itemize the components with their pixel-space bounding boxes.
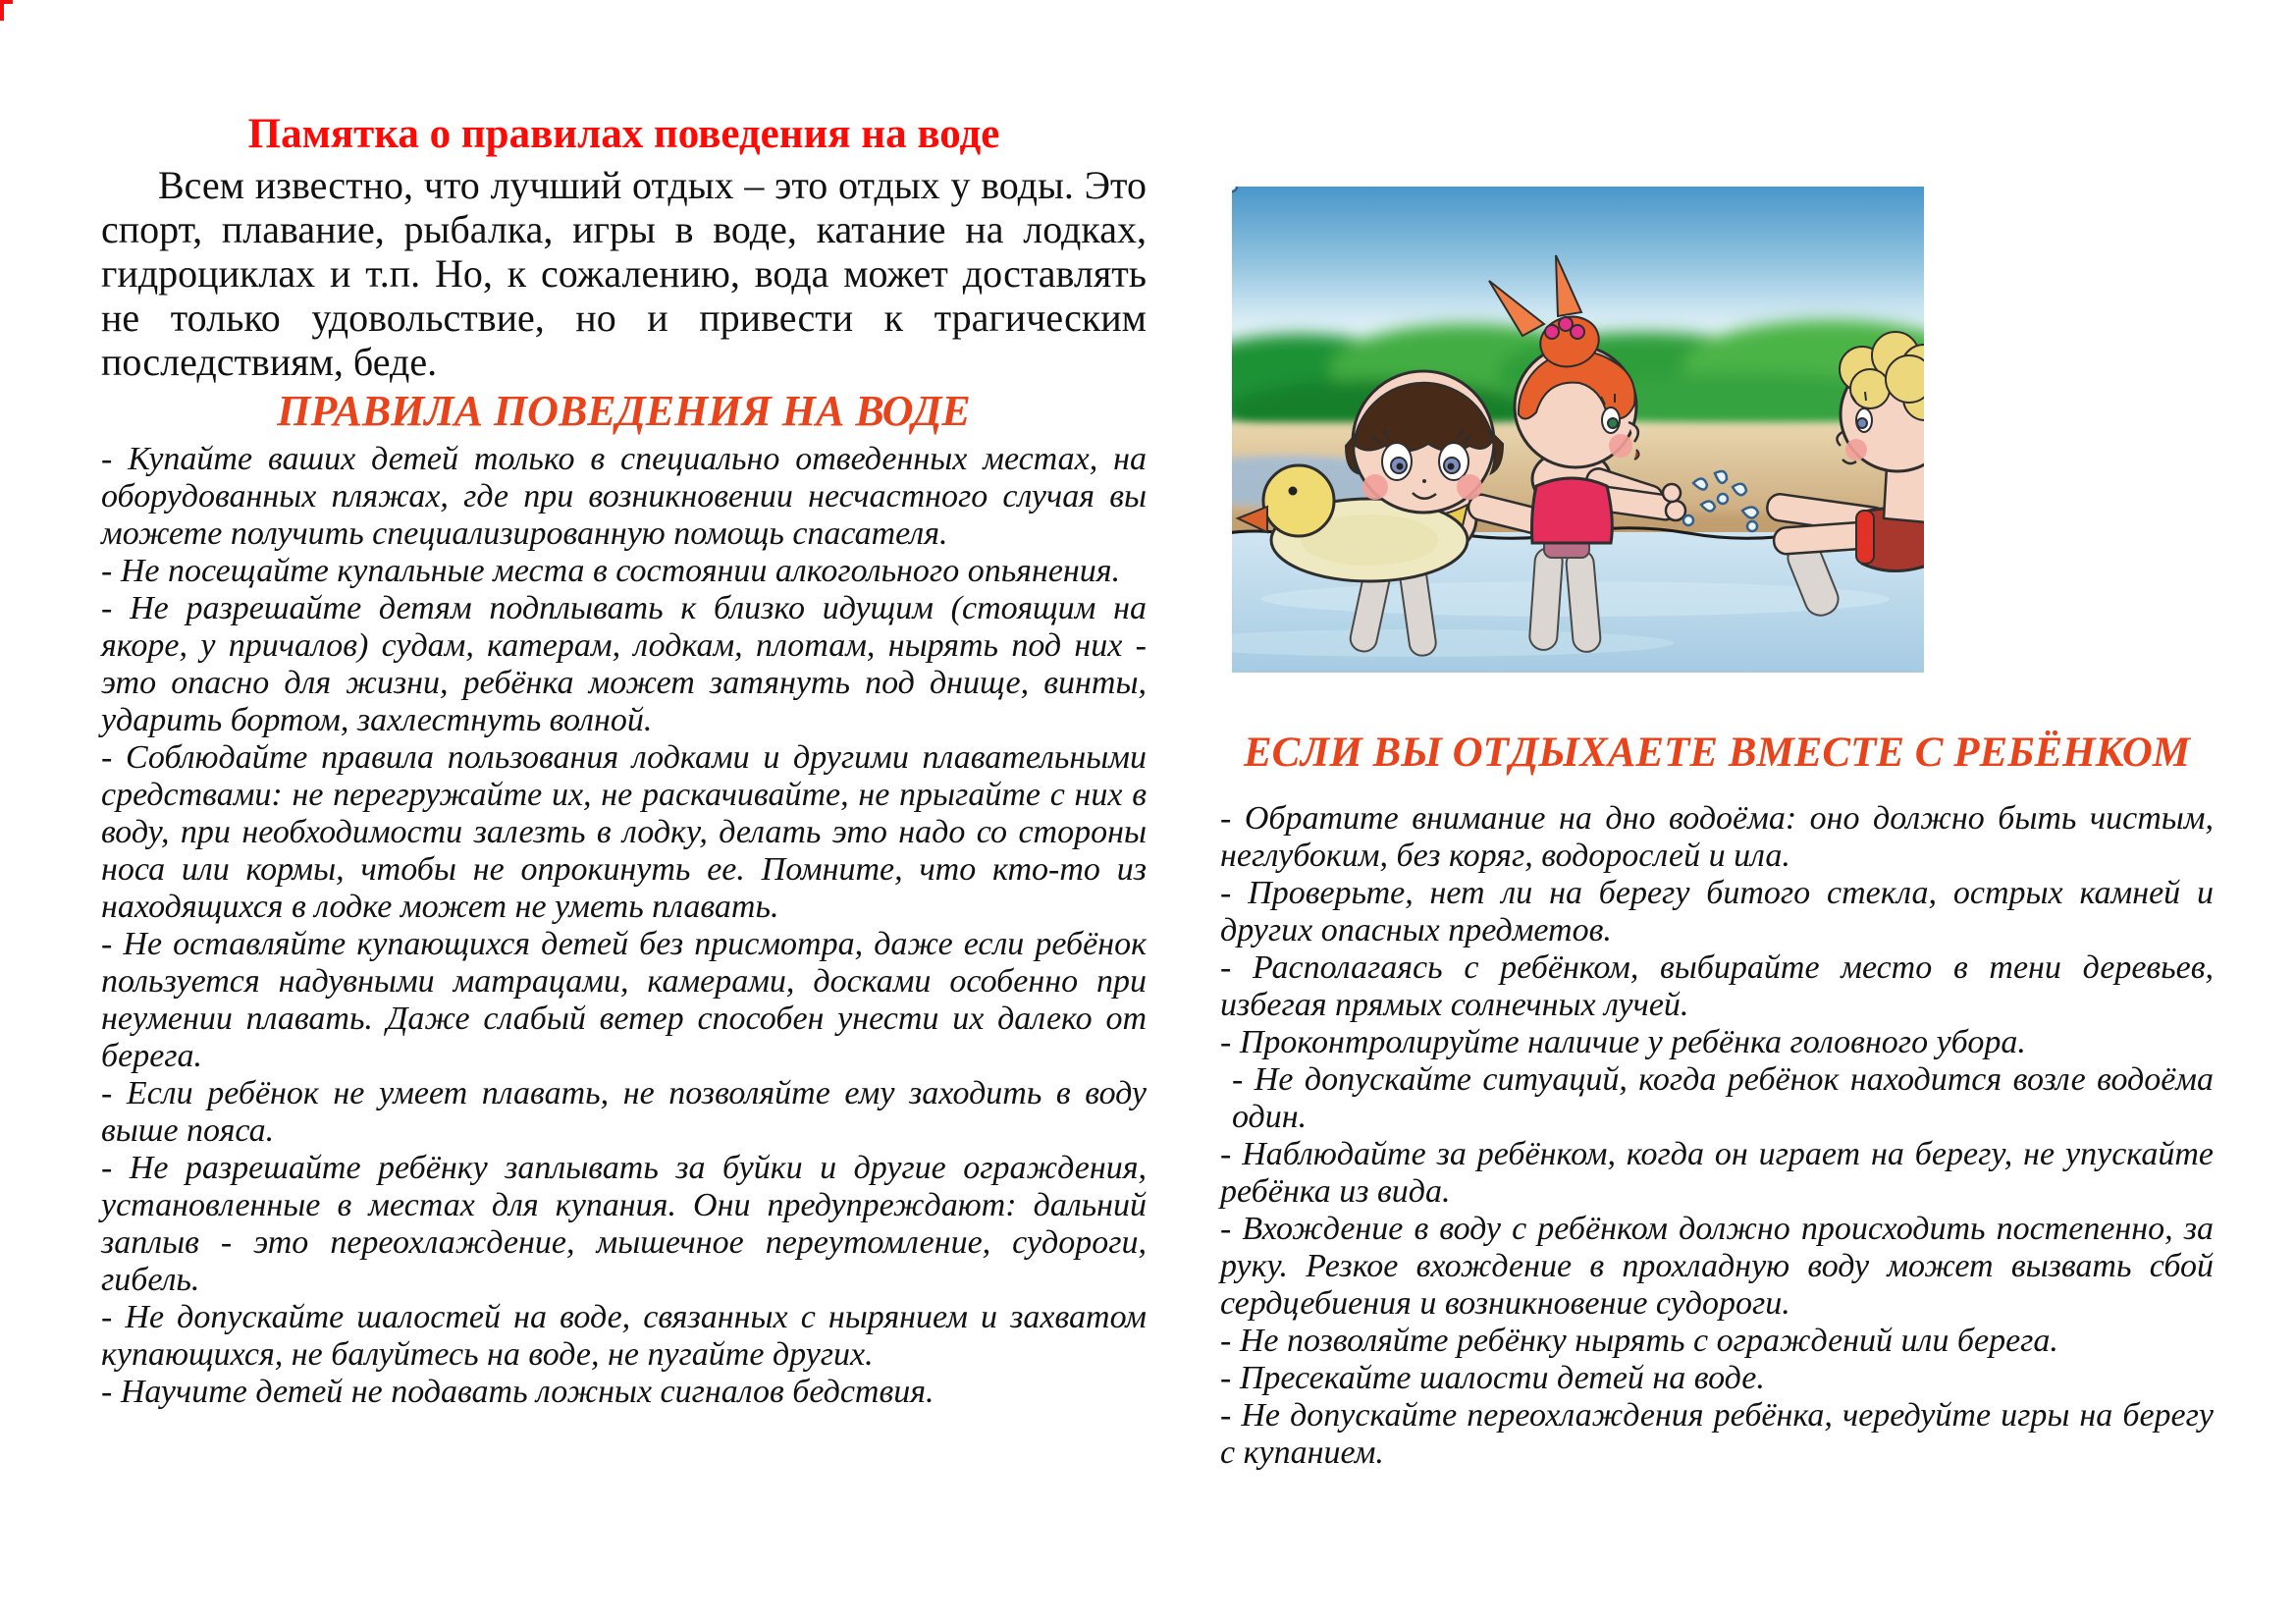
rule-item: - Не разрешайте детям подплывать к близко идущим (стоящим на якоре, у причалов) судам, катерам, лодкам, плотам, нырять под них - это опасно для жизни, ребёнка может затянуть под днище, винты, ударить бортом, захлестнуть волной. [101, 590, 1147, 738]
rule-item: - Не оставляйте купающихся детей без присмотра, даже если ребёнок пользуется надувными матрацами, камерами, досками особенно при неумении плавать. Даже слабый ветер способен унести их далеко от берега. [101, 926, 1147, 1074]
rules-list [101, 441, 1147, 1411]
tip-item: - Наблюдайте за ребёнком, когда он играет на берегу, не упускайте ребёнка из вида. [1220, 1136, 2214, 1210]
rule-item: - Купайте ваших детей только в специально отведенных местах, на оборудованных пляжах, где при возникновении несчастного случая вы можете получить специализированную помощь спасателя. [101, 441, 1147, 552]
left-column [101, 110, 1147, 1411]
tip-item: - Обратите внимание на дно водоёма: оно должно быть чистым, неглубоким, без коряг, водорослей и ила. [1220, 800, 2214, 874]
tip-item: - Располагаясь с ребёнком, выбирайте место в тени деревьев, избегая прямых солнечных лучей. [1220, 949, 2214, 1023]
rule-item: - Если ребёнок не умеет плавать, не позволяйте ему заходить в воду выше пояса. [101, 1075, 1147, 1149]
tip-item: - Не допускайте переохлаждения ребёнка, чередуйте игры на берегу с купанием. [1220, 1397, 2214, 1471]
intro-paragraph: Всем известно, что лучший отдых – это отдых у воды. Это спорт, плавание, рыбалка, игры в воде, катание на лодках, гидроциклах и т.п. Но, к сожалению, вода может доставлять не только удовольствие, но и привести к трагическим последствиям, беде. [101, 163, 1147, 384]
illustration-canvas [1232, 187, 1924, 673]
tip-item: - Не допускайте ситуаций, когда ребёнок находится возле водоёма один. [1232, 1061, 2214, 1135]
resting-with-child-heading: ЕСЛИ ВЫ ОТДЫХАЕТЕ ВМЕСТЕ С РЕБЁНКОМ [1243, 730, 2191, 776]
tip-item: - Проверьте, нет ли на берегу битого стекла, острых камней и других опасных предметов. [1220, 875, 2214, 948]
water-rules-heading: ПРАВИЛА ПОВЕДЕНИЯ НА ВОДЕ [277, 387, 971, 435]
tip-item: - Проконтролируйте наличие у ребёнка головного убора. [1220, 1024, 2026, 1060]
rule-item: - Не допускайте шалостей на воде, связанных с нырянием и захватом купающихся, не балуйтесь на воде, не пугайте других. [101, 1299, 1147, 1373]
rule-item: - Научите детей не подавать ложных сигналов бедствия. [101, 1374, 934, 1410]
children-swimming-illustration [1232, 187, 1924, 673]
tip-item: - Вхождение в воду с ребёнком должно происходить постепенно, за руку. Резкое вхождение в прохладную воду может вызвать сбой сердцебиения и возникновение судороги. [1220, 1211, 2214, 1322]
rule-item: - Соблюдайте правила пользования лодками и другими плавательными средствами: не перегружайте их, не раскачивайте, не прыгайте с них в воду, при необходимости залезть в лодку, делать это надо со стороны носа или кормы, чтобы не опрокинуть ее. Помните, что кто-то из находящихся в лодке может не уметь плавать. [101, 739, 1147, 925]
right-column [1220, 187, 2214, 1472]
tips-list [1220, 800, 2214, 1472]
tip-item: - Не позволяйте ребёнку нырять с ограждений или берега. [1220, 1323, 2058, 1359]
tip-item: - Пресекайте шалости детей на воде. [1220, 1360, 1765, 1396]
rule-item: - Не разрешайте ребёнку заплывать за буйки и другие ограждения, установленные в местах для купания. Они предупреждают: дальний заплыв - это переохлаждение, мышечное переутомление, судороги, гибель. [101, 1150, 1147, 1298]
page-title: Памятка о правилах поведения на воде [247, 111, 1000, 157]
rule-item: - Не посещайте купальные места в состоянии алкогольного опьянения. [101, 553, 1121, 589]
scan-corner-mark [0, 0, 13, 21]
